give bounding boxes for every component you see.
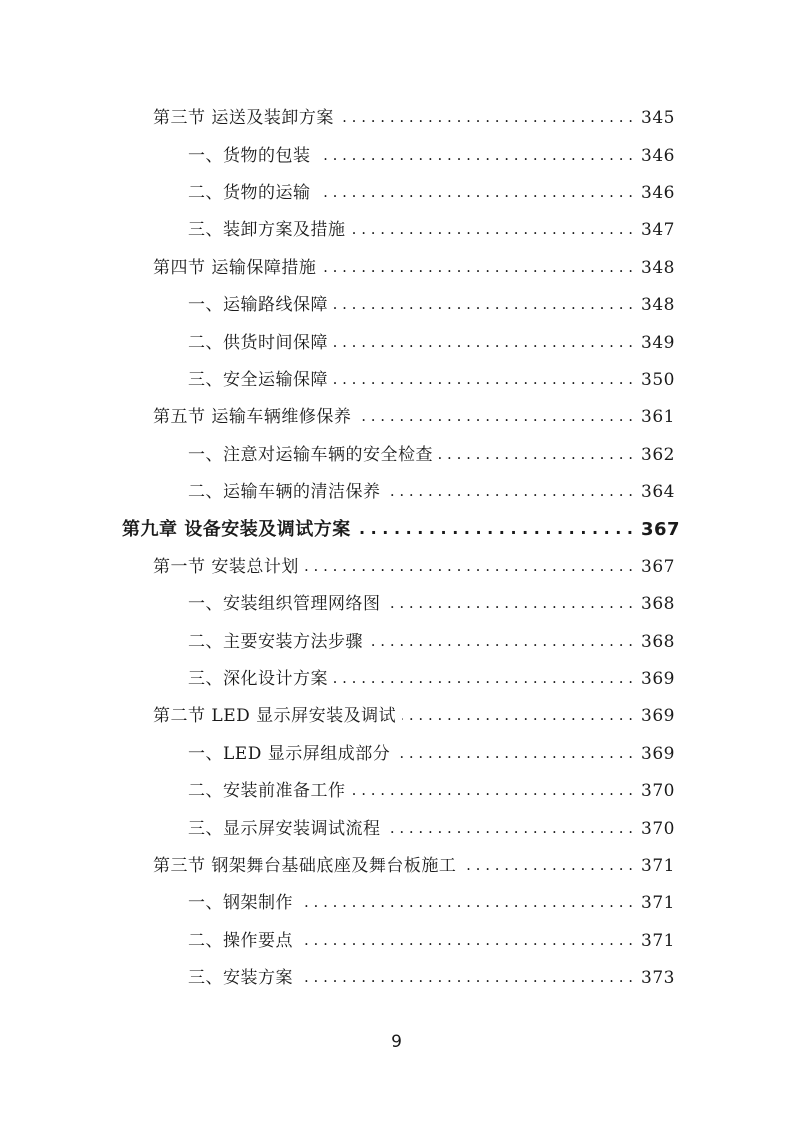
toc-dot-leader: [299, 933, 633, 950]
toc-entry-page: 368: [641, 594, 675, 615]
toc-subsection-entry[interactable]: [0, 474, 793, 511]
toc-subsection-entry[interactable]: [0, 175, 793, 212]
toc-section-entry[interactable]: [0, 549, 793, 586]
toc-entry-page: 369: [641, 669, 675, 690]
page-number: 9: [391, 1032, 402, 1052]
toc-entry-title: 一、钢架制作: [188, 893, 293, 914]
toc-entry-title: 二、供货时间保障: [188, 332, 328, 353]
toc-subsection-entry[interactable]: [0, 324, 793, 361]
toc-subsection-entry[interactable]: [0, 586, 793, 623]
toc-entry-title: 一、运输路线保障: [188, 295, 328, 316]
toc-entry-page: 367: [641, 556, 675, 577]
toc-dot-leader: [334, 297, 633, 314]
toc-entry-page: 370: [641, 781, 675, 802]
toc-entry-page: 368: [641, 631, 675, 652]
toc-subsection-entry[interactable]: [0, 661, 793, 698]
toc-entry-page: 369: [641, 706, 675, 727]
toc-entry-title: 第一节 安装总计划: [153, 556, 299, 577]
toc-entry-page: 362: [641, 444, 675, 465]
toc-dot-leader: [317, 148, 634, 165]
toc-subsection-entry[interactable]: [0, 885, 793, 922]
toc-subsection-entry[interactable]: [0, 773, 793, 810]
toc-section-entry[interactable]: [0, 250, 793, 287]
toc-entry-title: 二、操作要点: [188, 930, 293, 951]
toc-dot-leader: [396, 746, 633, 763]
toc-entry-page: 361: [641, 407, 675, 428]
toc-chapter-entry[interactable]: [0, 511, 793, 548]
toc-entry-page: 371: [641, 856, 675, 876]
toc-dot-leader: [334, 335, 633, 352]
toc-entry-title: 三、安装方案: [188, 968, 293, 989]
toc-entry-page: 349: [641, 332, 675, 353]
toc-entry-title: 第三节 运送及装卸方案: [153, 108, 334, 129]
toc-dot-leader: [305, 559, 633, 576]
toc-entry-title: 二、安装前准备工作: [188, 781, 346, 802]
toc-dot-leader: [387, 484, 634, 501]
toc-entry-title: 一、货物的包装: [188, 145, 311, 166]
toc-subsection-entry[interactable]: [0, 810, 793, 847]
toc-entry-page: 370: [641, 818, 675, 839]
toc-entry-title: 二、货物的运输: [188, 182, 311, 203]
toc-entry-page: 347: [641, 220, 675, 241]
toc-subsection-entry[interactable]: [0, 437, 793, 474]
toc-subsection-entry[interactable]: [0, 923, 793, 960]
toc-subsection-entry[interactable]: [0, 212, 793, 249]
toc-entry-page: 369: [641, 743, 675, 764]
toc-entry-title: 第四节 运输保障措施: [153, 257, 317, 278]
toc-dot-leader: [322, 260, 633, 277]
toc-dot-leader: [369, 634, 633, 651]
toc-entry-page: 371: [641, 930, 675, 951]
toc-dot-leader: [439, 447, 633, 464]
toc-dot-leader: [352, 783, 634, 800]
toc-entry-title: 第三节 钢架舞台基础底座及舞台板施工: [153, 856, 457, 876]
toc-section-entry[interactable]: [0, 100, 793, 137]
toc-entry-title: 二、运输车辆的清洁保养: [188, 482, 381, 503]
toc-dot-leader: [357, 409, 633, 426]
toc-entry-page: 350: [641, 369, 675, 390]
toc-section-entry[interactable]: [0, 848, 793, 885]
toc-entry-title: 一、安装组织管理网络图: [188, 594, 381, 615]
toc-dot-leader: [334, 671, 633, 688]
toc-subsection-entry[interactable]: [0, 287, 793, 324]
toc-dot-leader: [462, 858, 633, 875]
toc-entry-page: 373: [641, 968, 675, 989]
toc-dot-leader: [299, 895, 633, 912]
toc-dot-leader: [357, 521, 633, 539]
toc-entry-page: 348: [641, 257, 675, 278]
toc-subsection-entry[interactable]: [0, 960, 793, 997]
toc-entry-page: 364: [641, 482, 675, 503]
table-of-contents: [0, 100, 793, 997]
toc-entry-page: 346: [641, 182, 675, 203]
toc-entry-title: 第二节 LED 显示屏安装及调试: [153, 706, 397, 727]
toc-entry-page: 348: [641, 295, 675, 316]
toc-section-entry[interactable]: [0, 698, 793, 735]
toc-entry-page: 371: [641, 893, 675, 914]
toc-subsection-entry[interactable]: [0, 362, 793, 399]
toc-entry-title: 第五节 运输车辆维修保养: [153, 407, 352, 428]
toc-entry-title: 三、安全运输保障: [188, 369, 328, 390]
toc-dot-leader: [317, 185, 634, 202]
toc-dot-leader: [387, 596, 634, 613]
toc-dot-leader: [402, 708, 633, 725]
toc-entry-title: 三、深化设计方案: [188, 669, 328, 690]
toc-dot-leader: [352, 222, 634, 239]
toc-dot-leader: [387, 821, 634, 838]
toc-dot-leader: [334, 372, 633, 389]
toc-subsection-entry[interactable]: [0, 736, 793, 773]
toc-entry-page: 346: [641, 145, 675, 166]
toc-entry-title: 三、装卸方案及措施: [188, 220, 346, 241]
toc-entry-title: 一、LED 显示屏组成部分: [188, 743, 391, 764]
toc-subsection-entry[interactable]: [0, 137, 793, 174]
toc-entry-title: 三、显示屏安装调试流程: [188, 818, 381, 839]
toc-entry-title: 一、注意对运输车辆的安全检查: [188, 444, 433, 465]
toc-entry-page: 345: [641, 108, 675, 129]
toc-dot-leader: [299, 970, 633, 987]
toc-entry-title: 二、主要安装方法步骤: [188, 631, 363, 652]
toc-subsection-entry[interactable]: [0, 623, 793, 660]
toc-dot-leader: [340, 110, 633, 127]
toc-section-entry[interactable]: [0, 399, 793, 436]
toc-entry-page: 367: [641, 518, 681, 540]
toc-entry-title: 第九章 设备安装及调试方案: [122, 518, 351, 540]
